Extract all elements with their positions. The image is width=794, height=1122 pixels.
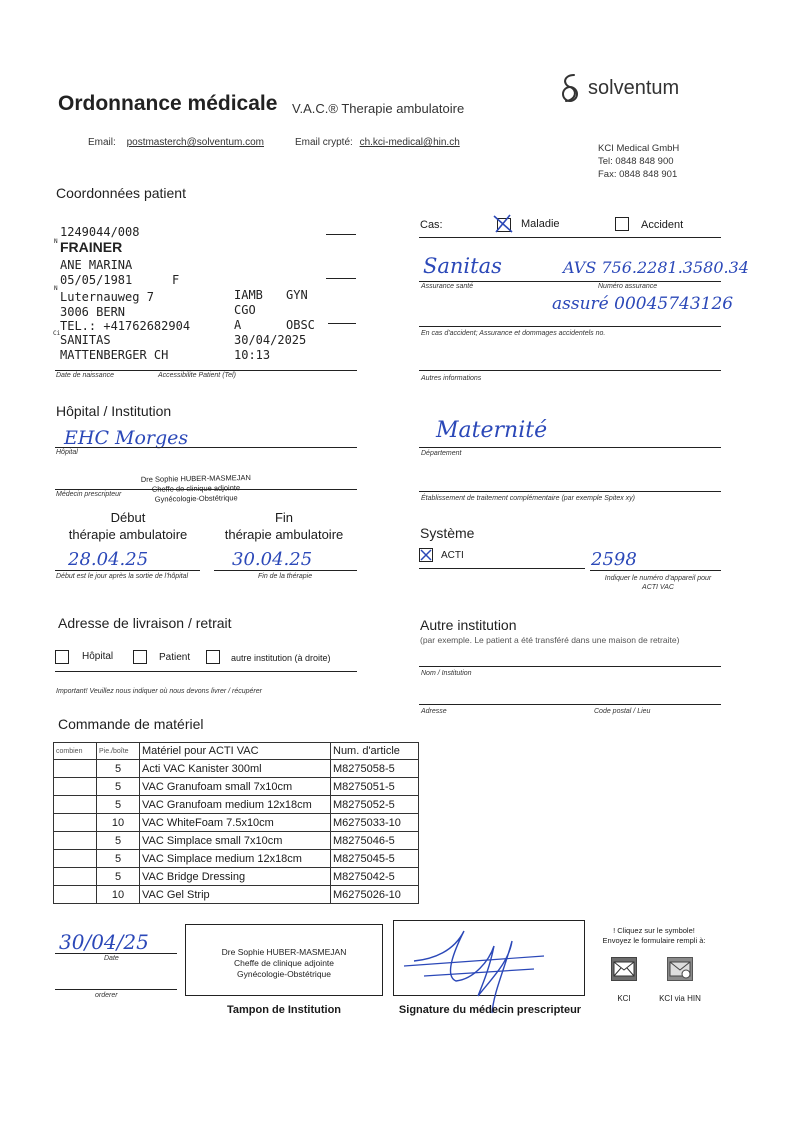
solventum-logo-icon [558,72,582,104]
end-date-handwritten: 30.04.25 [232,549,313,570]
table-row [54,778,419,796]
send-note-line2: Envoyez le formulaire rempli à: [602,936,706,945]
doctor-stamp-name: Dre Sophie HUBER-MASMEJAN [140,473,251,484]
send-kci-hin-label: KCI via HIN [659,994,701,1003]
hospital-label: Hôpital [56,449,78,456]
start-title-line2: thérapie ambulatoire [68,527,188,542]
row-material: VAC Simplace medium 12x18cm [140,850,331,868]
row-per-box: 5 [97,832,140,850]
marker-n2: N [54,285,58,292]
send-kci-hin-button[interactable] [658,957,702,1003]
end-title [214,509,354,543]
start-note: Début est le jour après la sortie de l'hôpital [56,573,189,580]
mail-icon [611,957,637,981]
col-material: Matériel pour ACTI VAC [140,743,331,760]
device-number-handwritten: 2598 [591,549,637,570]
patient-id: 1249044/008 [60,225,140,239]
delivery-patient-checkbox[interactable] [133,650,147,664]
table-row [54,796,419,814]
acti-label: ACTI [441,550,464,561]
patient-code1: IAMB [234,288,263,302]
patient-date: 30/04/2025 [234,333,307,347]
send-note-line1: ! Cliquez sur le symbole! [613,926,695,935]
delivery-hospital-checkbox[interactable] [55,650,69,664]
row-qty-input[interactable] [54,886,97,904]
signature-label: Signature du médecin prescripteur [398,1004,582,1016]
col-qty: combien [54,743,97,760]
row-article: M8275051-5 [331,778,419,796]
insurance-handwritten: Sanitas [423,254,502,278]
patient-code5: OBSC [286,318,315,332]
institution-stamp-box [185,924,383,996]
delivery-hospital-label: Hôpital [82,651,114,662]
patient-tel-label: Accessibilite Patient (Tel) [158,372,236,379]
row-per-box: 5 [97,778,140,796]
row-qty-input[interactable] [54,868,97,886]
order-section-title: Commande de matériel [58,716,204,732]
doctor-label: Médecin prescripteur [56,491,122,498]
row-material: Acti VAC Kanister 300ml [140,760,331,778]
row-article: M8275045-5 [331,850,419,868]
case-label: Cas: [420,219,443,231]
row-material: VAC Gel Strip [140,886,331,904]
patient-code3: CGO [234,303,256,317]
table-row [54,760,419,778]
patient-code4: A [234,318,242,332]
start-date-handwritten: 28.04.25 [68,549,149,570]
company-fax: Fax: 0848 848 901 [598,169,678,180]
patient-first-name: ANE MARINA [60,258,133,272]
table-row [54,814,419,832]
stamp-dept: Gynécologie-Obstétrique [236,969,332,979]
start-title [58,509,198,543]
row-material: VAC Granufoam medium 12x18cm [140,796,331,814]
row-article: M8275042-5 [331,868,419,886]
material-table [53,742,419,904]
col-article: Num. d'article [331,743,419,760]
maladie-checkbox[interactable] [497,218,511,232]
table-row [54,832,419,850]
row-per-box: 5 [97,760,140,778]
delivery-important-note: Important! Veuillez nous indiquer où nous devons livrer / récupérer [56,688,262,695]
brand-logo [558,72,679,104]
page-title: Ordonnance médicale [58,92,278,115]
dob-label: Date de naissance [56,372,114,379]
send-kci-label: KCI [617,994,631,1003]
maladie-label: Maladie [521,218,560,230]
footer-date-handwritten: 30/04/25 [59,930,149,954]
email-crypt-link[interactable]: ch.kci-medical@hin.ch [359,137,460,148]
row-qty-input[interactable] [54,760,97,778]
marker-n: N [54,238,58,245]
delivery-other-checkbox[interactable] [206,650,220,664]
marker-ci: Ci [53,330,61,337]
table-row [54,868,419,886]
row-qty-input[interactable] [54,832,97,850]
patient-section-title: Coordonnées patient [56,185,186,201]
patient-city: 3006 BERN [60,305,126,319]
mail-hin-icon [667,957,693,981]
row-material: VAC Bridge Dressing [140,868,331,886]
department-label: Département [421,450,462,457]
row-qty-input[interactable] [54,778,97,796]
stamp-label: Tampon de Institution [226,1004,342,1016]
accident-checkbox[interactable] [615,217,629,231]
orderer-label: orderer [95,992,118,999]
hospital-handwritten: EHC Morges [64,427,189,449]
other-institution-title: Autre institution [420,617,517,633]
insurance-number-label: Numéro assurance [598,283,658,290]
end-title-line2: thérapie ambulatoire [224,527,344,542]
patient-sex: F [172,273,180,287]
patient-street: Luternauweg 7 [60,290,154,304]
material-table-header [54,743,419,760]
company-name: KCI Medical GmbH [598,143,680,154]
row-material: VAC WhiteFoam 7.5x10cm [140,814,331,832]
other-info-label: Autres informations [421,375,482,382]
avs-handwritten: AVS 756.2281.3580.34 [563,258,749,277]
insurance-label: Assurance santé [421,283,474,290]
row-article: M6275026-10 [331,886,419,904]
patient-insurer: SANITAS [60,333,111,347]
establishment-label: Établissement de traitement complémentaire (par exemple Spitex xy) [421,495,635,502]
other-institution-address-label: Adresse [421,708,447,715]
patient-label-block [53,225,350,365]
patient-code2: GYN [286,288,308,302]
row-qty-input[interactable] [54,814,97,832]
send-note [594,926,714,946]
signature-box[interactable] [393,920,585,996]
email-link[interactable]: postmasterch@solventum.com [126,137,264,148]
table-row [54,886,419,904]
row-per-box: 10 [97,814,140,832]
check-mark-icon [492,214,516,234]
row-article: M8275058-5 [331,760,419,778]
row-per-box: 10 [97,886,140,904]
system-section-title: Système [420,525,475,541]
patient-tel: TEL.: +41762682904 [60,319,191,333]
delivery-other-label: autre institution (à droite) [231,653,331,663]
other-institution-postal-label: Code postal / Lieu [594,708,651,715]
stamp-name: Dre Sophie HUBER-MASMEJAN [221,947,347,957]
hospital-section-title: Hôpital / Institution [56,403,172,419]
row-material: VAC Simplace small 7x10cm [140,832,331,850]
patient-dob: 05/05/1981 [60,273,133,287]
patient-time: 10:13 [234,348,271,362]
row-per-box: 5 [97,850,140,868]
row-qty-input[interactable] [54,796,97,814]
row-article: M8275052-5 [331,796,419,814]
acti-checkbox[interactable] [419,548,433,562]
device-note: Indiquer le numéro d'appareil pour ACTI VAC [604,575,712,591]
email-label: Email: [88,137,116,148]
row-per-box: 5 [97,796,140,814]
row-article: M8275046-5 [331,832,419,850]
row-per-box: 5 [97,868,140,886]
stamp-role: Cheffe de clinique adjointe [233,958,335,968]
delivery-section-title: Adresse de livraison / retrait [58,615,232,631]
end-title-line1: Fin [274,510,294,525]
accident-label: Accident [641,219,684,231]
end-note: Fin de la thérapie [258,573,313,580]
doctor-stamp-role: Cheffe de clinique adjointe [151,483,241,494]
row-qty-input[interactable] [54,850,97,868]
department-handwritten: Maternité [436,418,548,443]
col-per-box: Pie./boîte [97,743,140,760]
delivery-patient-label: Patient [159,652,191,663]
table-row [54,850,419,868]
other-institution-name-label: Nom / Institution [421,670,472,677]
accident-note: En cas d'accident; Assurance et dommages accidentels no. [421,330,606,337]
row-material: VAC Granufoam small 7x10cm [140,778,331,796]
company-tel: Tel: 0848 848 900 [598,156,674,167]
start-title-line1: Début [110,510,146,525]
send-kci-button[interactable] [610,957,638,1003]
check-mark-icon [419,548,433,562]
insured-handwritten: assuré 00045743126 [552,294,734,314]
doctor-stamp-dept: Gynécologie-Obstétrique [154,493,238,504]
footer-date-label: Date [104,955,119,962]
patient-contact: MATTENBERGER CH [60,348,169,362]
patient-last-name: FRAINER [60,239,123,255]
row-article: M6275033-10 [331,814,419,832]
other-institution-example: (par exemple. Le patient a été transféré dans une maison de retraite) [420,635,680,645]
email-crypt-label: Email crypté: [295,137,353,148]
brand-name: solventum [588,76,680,99]
page-subtitle: V.A.C.® Therapie ambulatoire [292,101,465,116]
